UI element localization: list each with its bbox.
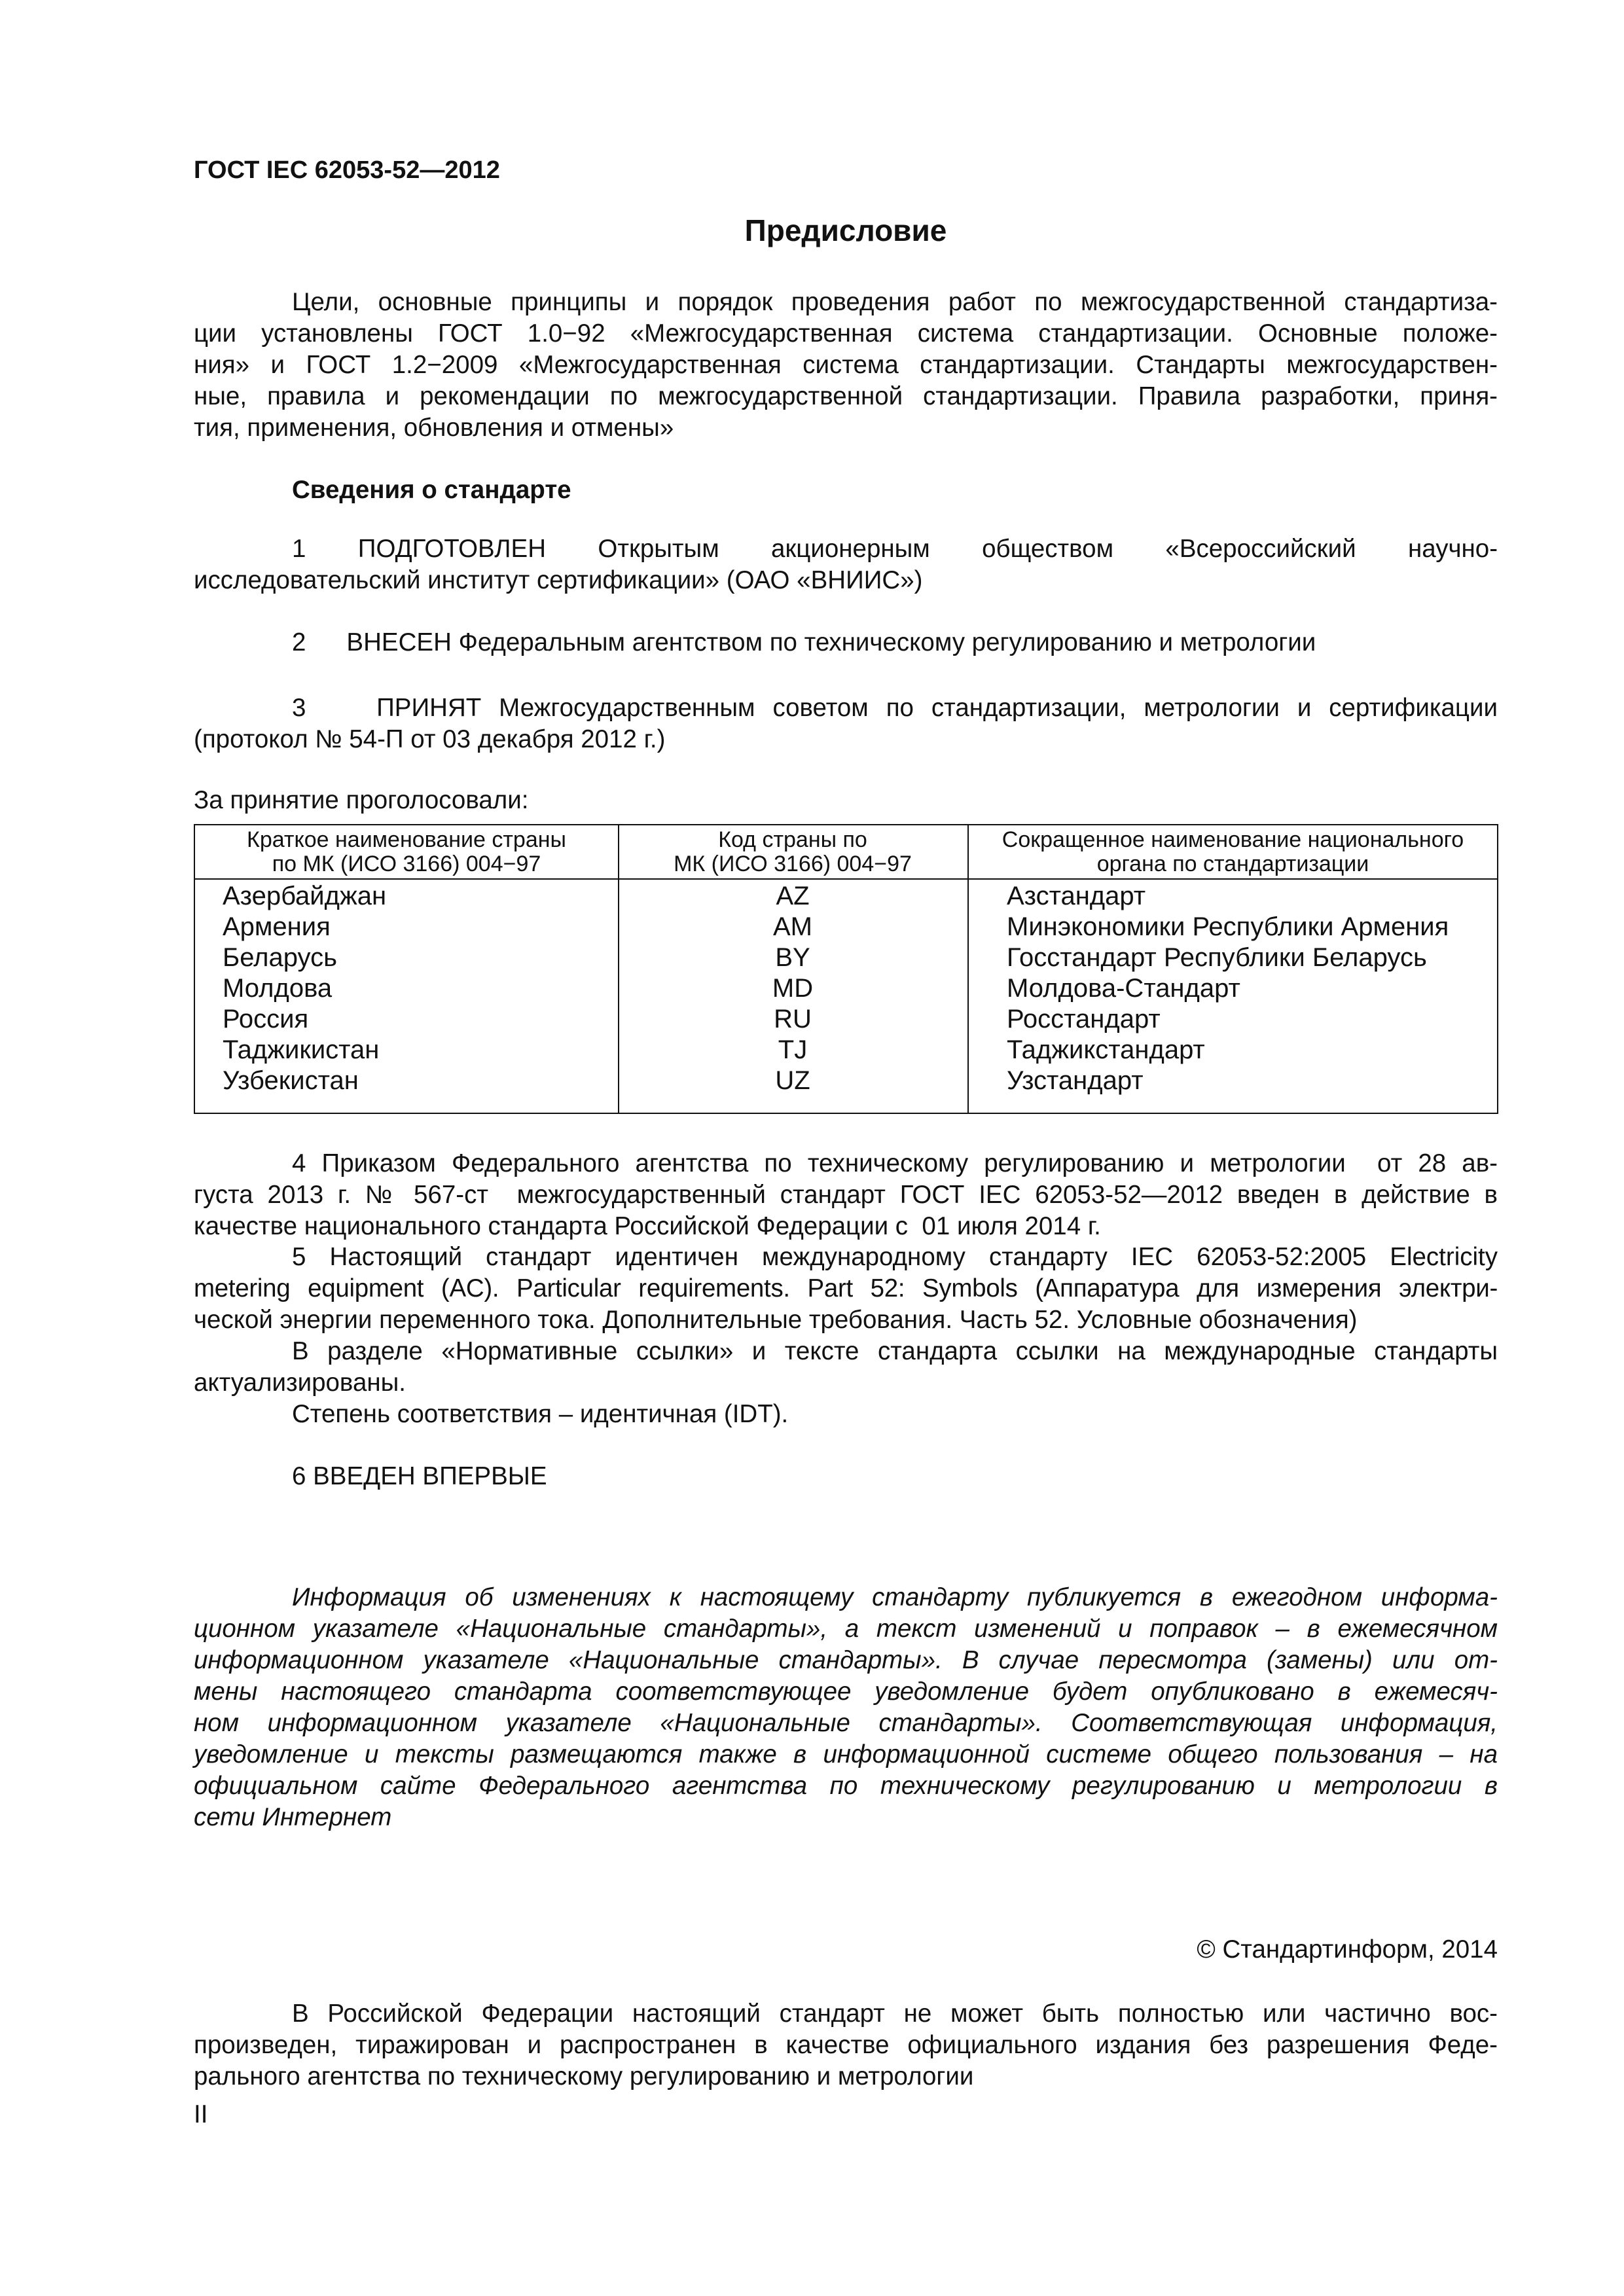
table-cell-code: BY: [775, 943, 810, 972]
table-cell-country: Армения: [223, 912, 331, 941]
conformity-line: Степень соответствия – идентичная (IDT).: [292, 1400, 789, 1428]
text-line: тия, применения, обновления и отмены»: [194, 414, 674, 442]
table-cell-agency: Молдова-Стандарт: [1007, 974, 1240, 1003]
word: «Всероссийский: [1165, 535, 1356, 563]
table-cell-country: Азербайджан: [223, 882, 387, 910]
table-cell-country: Молдова: [223, 974, 333, 1003]
page-title: Предисловие: [744, 213, 947, 247]
table-cell-country: Беларусь: [223, 943, 337, 972]
table-cell-country: Таджикистан: [223, 1035, 380, 1064]
header-line: Код страны по: [718, 827, 867, 852]
table-cell-agency: Госстандарт Республики Беларусь: [1007, 943, 1427, 972]
table-cell-agency: Узстандарт: [1007, 1066, 1144, 1095]
text-line: В Российской Федерации настоящий стандарт не может быть полностью или частично вос-: [292, 2000, 1498, 2028]
text-line: Информация об изменениях к настоящему стандарту публикуется в ежегодном информа-: [292, 1583, 1498, 1611]
text-line: 5 Настоящий стандарт идентичен международному стандарту IEC 62053-52:2005 Electricity: [292, 1243, 1498, 1271]
text-line: исследовательский институт сертификации» (ОАО «ВНИИС»): [194, 566, 923, 594]
page-number: II: [194, 2100, 208, 2128]
header-line: МК (ИСО 3166) 004−97: [674, 852, 912, 876]
item-4: [194, 1148, 1498, 1242]
table-header-code: [618, 828, 967, 876]
item-1-line1: [194, 533, 1498, 565]
text-line: 3 ПРИНЯТ Межгосударственным советом по стандартизации, метрологии и сертификации: [292, 694, 1498, 722]
item-2: [292, 627, 1316, 658]
text-line: ционном указателе «Национальные стандарты», а текст изменений и поправок – в ежемесячном: [194, 1615, 1498, 1643]
header-line: Краткое наименование страны: [247, 827, 566, 852]
section-heading: Сведения о стандарте: [292, 476, 571, 504]
table-header-agency: [967, 828, 1498, 876]
item-6: 6 ВВЕДЕН ВПЕРВЫЕ: [292, 1462, 547, 1490]
table-cell-code: MD: [772, 974, 814, 1003]
document-code: ГОСТ IEC 62053-52—2012: [194, 156, 500, 184]
text-line: уведомление и тексты размещаются также в информационной системе общего пользования – на: [194, 1740, 1498, 1768]
text-line: информационном указателе «Национальные стандарты». В случае пересмотра (замены) или от-: [194, 1646, 1498, 1674]
table-cell-code: RU: [774, 1005, 812, 1033]
item-1: [194, 533, 1498, 596]
word: Открытым: [598, 535, 719, 563]
table-cell-agency: Минэкономики Республики Армения: [1007, 912, 1449, 941]
header-line: Сокращенное наименование национального: [1001, 827, 1464, 852]
header-line: органа по стандартизации: [1096, 852, 1369, 876]
text-line: Цели, основные принципы и порядок проведения работ по межгосударственной стандартиза-: [292, 288, 1498, 316]
text-line: произведен, тиражирован и распространен в качестве официального издания без разрешения Феде-: [194, 2031, 1498, 2059]
text-line: мены настоящего стандарта соответствующее уведомление будет опубликовано в ежемесяч-: [194, 1677, 1498, 1706]
text-line: актуализированы.: [194, 1369, 406, 1397]
text-line: качестве национального стандарта Российской Федерации с 01 июля 2014 г.: [194, 1212, 1101, 1240]
header-line: по МК (ИСО 3166) 004−97: [272, 852, 541, 876]
text-line: metering equipment (AC). Particular requirements. Part 52: Symbols (Аппаратура для измерения электри-: [194, 1274, 1498, 1302]
text-line: (протокол № 54-П от 03 декабря 2012 г.): [194, 725, 666, 753]
table-cell-agency: Азстандарт: [1007, 882, 1146, 910]
reproduction-notice: [194, 1998, 1498, 2092]
text-line: густа 2013 г. № 567-ст межгосударственный стандарт ГОСТ IEC 62053-52—2012 введен в действие в: [194, 1181, 1498, 1209]
intro-paragraph: [194, 287, 1498, 444]
text-line: официальном сайте Федерального агентства по техническому регулированию и метрологии в: [194, 1772, 1498, 1800]
word: обществом: [982, 535, 1114, 563]
item-5: [194, 1242, 1498, 1336]
copyright: © Стандартинформ, 2014: [1197, 1935, 1498, 1964]
refs-paragraph: [194, 1336, 1498, 1399]
table-cell-country: Россия: [223, 1005, 309, 1033]
item-2-text: ВНЕСЕН Федеральным агентством по техническому регулированию и метрологии: [346, 628, 1316, 656]
text-line: сети Интернет: [194, 1803, 392, 1831]
header-divider: [195, 878, 1497, 880]
table-header-country: [195, 828, 618, 876]
text-line: ном информационном указателе «Национальные стандарты». Соответствующая информация,: [194, 1709, 1498, 1737]
word: научно-: [1408, 535, 1498, 563]
word: акционерным: [771, 535, 930, 563]
table-cell-agency: Таджикстандарт: [1007, 1035, 1205, 1064]
item-number: 1: [292, 535, 306, 563]
text-line: ции установлены ГОСТ 1.0−92 «Межгосударственная система стандартизации. Основные положе-: [194, 319, 1498, 348]
table-cell-code: TJ: [778, 1035, 808, 1064]
table-cell-agency: Росстандарт: [1007, 1005, 1161, 1033]
text-line: ные, правила и рекомендации по межгосударственной стандартизации. Правила разработки, приня-: [194, 382, 1498, 410]
text-line: 4 Приказом Федерального агентства по техническому регулированию и метрологии от 28 ав-: [292, 1149, 1498, 1177]
text-line: ния» и ГОСТ 1.2−2009 «Межгосударственная система стандартизации. Стандарты межгосударствен-: [194, 351, 1498, 379]
table-cell-code: AZ: [776, 882, 810, 910]
table-cell-code: AM: [773, 912, 812, 941]
countries-table: [194, 824, 1498, 1114]
voted-label: За принятие проголосовали:: [194, 786, 529, 814]
table-cell-country: Узбекистан: [223, 1066, 359, 1095]
text-line: ческой энергии переменного тока. Дополнительные требования. Часть 52. Условные обозначения): [194, 1306, 1358, 1334]
changes-info: [194, 1582, 1498, 1833]
table-cell-code: UZ: [775, 1066, 810, 1095]
item-3: [194, 692, 1498, 755]
word: ПОДГОТОВЛЕН: [357, 535, 547, 563]
item-number: 2: [292, 628, 306, 656]
text-line: рального агентства по техническому регулированию и метрологии: [194, 2062, 974, 2090]
text-line: В разделе «Нормативные ссылки» и тексте стандарта ссылки на международные стандарты: [292, 1337, 1498, 1365]
